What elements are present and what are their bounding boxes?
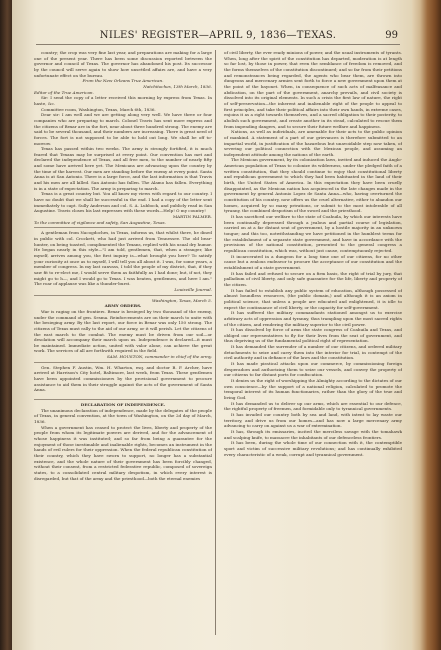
paragraph: It has dissolved by force of arms the state congress of Coahuila and Texas, and obliged our representatives to fly for their lives from the seat of government, and thus depriving us of the fundamental political right of representation.	[224, 327, 402, 344]
paragraph: Sir: I send the copy of a letter received this morning by express from Texas. In haste, &c.	[34, 95, 212, 106]
column-rule	[215, 50, 216, 635]
paragraph: It has demanded the surrender of a number of our citizens, and ordered military detachments to seize and carry them into the interior for trial, in contempt of the civil authority and in defiance of the laws and the constitution.	[224, 344, 402, 361]
paragraph: When a government has ceased to protect the lives, liberty and property of the people from whom its legitimate powers are derived, and for the advancement of whose happiness it was instituted; and so far from being a guarantee for the enjoyment of those inestimable and inalienable rights, becomes an instrument in the hands of evil rulers for their oppression. When the federal republican constitution of their country, which they have sworn to support, no longer has a substantial existence, and the whole nature of their government has been forcibly changed, without their consent, from a restricted federative republic, composed of sovereign states, to a consolidated central military despotism, in which every interest is disregarded, but that of the army and the priesthood—both the eternal enemies	[34, 424, 212, 481]
paragraph: It incarcerated in a dungeon for a long time one of our citizens, for no other cause but a zealous endeavor to procure the acceptance of our constitution and the establishment of a state government.	[224, 253, 402, 270]
paragraph: Committee room, Washington, Texas, March 6th, 1836.	[41, 106, 156, 112]
signature: SAM. HOUSTON, commander in chief of the army.	[106, 354, 212, 360]
source-line: From the New Orleans True American.	[82, 78, 164, 84]
paragraph: It has made piratical attacks upon our commerce, by commissioning foreign desperadoes and authorizing them to seize our vessels, and convey the property of our citizens to far distant ports for confiscation.	[224, 361, 402, 378]
paragraph: It has been, during the whole time of our connection with it, the contemptible sport and victim of successive military revolutions; and has continually exhibited every characteristic of a weak, corrupt and tyrannical government.	[224, 440, 402, 457]
book-page-edges	[411, 0, 441, 650]
credit-line: Louisville Journal.	[174, 286, 212, 292]
paragraph: It has suffered the military commandants stationed amongst us to exercise arbitrary acts of oppression and tyranny, thus trampling upon the most sacred rights of the citizen, and rendering the military superior to the civil power.	[224, 310, 402, 327]
paragraph: A gentleman from Nacogdoches, in Texas, informs us, that whilst there, he dined in public with col. Crockett, who had just arrived from Tennessee. The old bear-hunter, on being toasted, complimented the Texans, replied with his usual dry humor. He began nearly in this style—"I am told, gentlemen, that, when a stranger, like myself, arrives among you, the first inquiry is—what brought you here? To satisfy your curiosity at once as to myself, I will tell you all about it. I was, for some years, a member of congress. In my last canvass, I told the people of my district, that, if they saw fit to re-elect me, I would serve them as faithfully as I had done; but, if not, they might go to h—, and I would go to Texas. I was beaten, gentlemen, and here I am." The roar of applause was like a thunder-burst.	[34, 230, 212, 287]
paragraph: Dear sir: I am well and we are getting along very well. We have three or four companies who are preparing to march. Colonel Travis has sent more express and the citizens of Bexar are in the fort, near about three hundred strong. The enemy are said to be several thousand, and their numbers are increasing. There is great need of forces. The fort is not supposed to be able to hold out long. We shall be off to-morrow.	[34, 112, 212, 146]
paragraph: The unanimous declaration of independence, made by the delegates of the people of Texas, in general convention, at the town of Washington, on the 2d day of March, 1836.	[34, 407, 212, 425]
signature: MARTIN PALMER.	[172, 214, 212, 220]
paragraph: Texas has passed within two weeks. The army is strongly fortified, it is much feared that Texans may be surprised at every point. Our convention has met and declared the independence of Texas, and all free men, to the number of nearly fifty and some have arrived here yet. The Mexicans are advancing upon the country by the time of the harvest. Our men are standing before the enemy at every point. Santa Anna is at San Antonio. There is a large force, and the last information is that Travis and his men are all killed. San Antonio has fallen. The Alamo has fallen. Everything is in a state of expectation. The army is preparing to march.	[34, 146, 212, 191]
dateline: Washington, Texas, March 5.	[152, 297, 212, 303]
left-column	[34, 50, 212, 640]
paragraph: It has invaded our country both by sea and land, with intent to lay waste our territory, and drive us from our homes—and has now a large mercenary army advancing to carry on against us a war of extermination.	[224, 412, 402, 429]
paragraph: War is raging on the frontiers. Bexar is besieged by two thousand of the enemy, under the command of gen. Sesma. Reinforcements are on their march to unite with the besieging army. By the last report, our force in Bexar was only 150 strong. The citizens of Texas must rally to the aid of our army, or it will perish. Let the citizens of the east march to the combat. The enemy must be driven from our soil—or desolation will accompany their march upon us. Independence is declared—it must be maintained. Immediate action, united with valor alone, can achieve the great work. The services of all are forthwith required in the field.	[34, 308, 212, 354]
paragraph: It has demanded us to deliver up our arms, which are essential to our defence, the rightful property of freemen, and formidable only to tyrannical governments.	[224, 400, 402, 412]
right-column	[224, 50, 402, 640]
spacer	[34, 393, 212, 397]
paragraph: country; the crop was very fine last year, and preparations are making for a large one of the present year. There has been some discussion reported between the governor and council of Texas. The governor has abandoned his post. Its successor by the council will serve again to show how unsettled affairs are, and have a very unfortunate effect on the bureau.	[34, 50, 212, 78]
divider	[34, 362, 212, 363]
running-header	[36, 30, 400, 45]
paragraph: of civil liberty, the ever ready minions of power, and the usual instruments of tyrants. When, long after the spirit of the constitution has departed, moderation is at length so far lost, by those in power, that even the semblance of freedom is removed, and the forms themselves of the constitution discontinued; and so far from their petitions and remonstrances being regarded, the agents who bear them, are thrown into dungeons and mercenary armies sent forth to force a new government upon them at the point of the bayonet. When, in consequence of such acts of malfeasance and abdication, on the part of the government, anarchy prevails, and civil society is dissolved into its original elements. In such a crisis the first law of nature, the right of self-preservation—the inherent and inalienable right of the people to appeal to first principles, and take their political affairs into their own hands, in extreme cases, enjoins it as a right towards themselves, and a sacred obligation to their posterity, to abolish such government, and create another in its stead, calculated to rescue them from impending dangers, and to secure their future welfare and happiness.	[224, 50, 402, 129]
paragraph: It has failed and refused to secure on a firm basis, the right of trial by jury, that palladium of civil liberty, and only safe guarantee for the life, liberty and property of the citizen.	[224, 270, 402, 287]
paragraph: It denies us the right of worshipping the Almighty according to the dictates of our own conscience—by the support of a national religion, calculated to promote the temporal interest of its human functionaries, rather than the glory of the true and living God.	[224, 378, 402, 401]
section-heading: ARMY ORDERS.	[104, 303, 142, 309]
paragraph: It has sacrificed our welfare to the state of Coahuila, by which our interests have been continually depressed through a jealous and partial course of legislation, carried on at a far distant seat of government, by a hostile majority in an unknown tongue; and this too, notwithstanding we have petitioned in the humblest terms for the establishment of a separate state government, and have in accordance with the provisions of the national constitution, presented to the general congress a republican constitution, which was, without just cause, contemptuously rejected.	[224, 214, 402, 253]
paragraph: It has, through its emissaries, incited the merciless savage with the tomahawk and scalping knife, to massacre the inhabitants of our defenceless frontiers.	[224, 428, 402, 440]
salutation: Editor of the True American.	[34, 89, 94, 95]
divider	[34, 295, 212, 296]
divider	[34, 399, 212, 400]
paragraph: The Mexican government, by its colonization laws, invited and induced the Anglo-American population of Texas to colonize its wilderness, under the pledged faith of a written constitution, that they should continue to enjoy that constitutional liberty and republican government to which they had been habituated in the land of their birth, the United States of America. In this expectation they have been cruelly disappointed, as the Mexican nation has acquiesced in the late changes made in the government by general Antonio Lopez de Santa Anna—who, having overturned the constitution of his country, now offers us the cruel alternative, either to abandon our homes, acquired by so many privations, or submit to the most intolerable of all tyranny, the combined despotism of the sword and the priesthood.	[224, 157, 402, 214]
addressee: To the committee of vigilance and safety, San Augustine, Texas.	[34, 219, 166, 225]
paragraph: It has failed to establish any public system of education, although possessed of almost boundless resources, (the public domain,) and although it is an axiom in political science, that unless a people are educated and enlightened, it is idle to expect the continuance of civil liberty, or the capacity for self-government.	[224, 287, 402, 310]
paragraph: Nations, as well as individuals, are amenable for their acts to the public opinion of mankind. A statement of a part of our grievances is therefore submitted to an impartial world, in justification of the hazardous but unavoidable step now taken, of severing our political connection with the Mexican people, and assuming an independent attitude among the nations of the earth.	[224, 129, 402, 157]
running-title: NILES' REGISTER—APRIL 9, 1836—TEXAS.	[99, 30, 337, 41]
divider	[34, 227, 212, 228]
book-spine-shadow	[0, 0, 12, 650]
paragraph: Texas is a great country but. You all know my views with regard to our country. I have no doubt that we shall be successful in the end. I had a copy of the letter sent immediately to capt. Sully Anderson and col. S. A. Lubbock, and publicly read in San Augustine. Travis closes his last expresses with these words—Help! O my country!	[34, 191, 212, 214]
dateline: Natchitoches, 13th March, 1836.	[143, 83, 212, 89]
paragraph: Gen. Stephen F. Austin, Wm. H. Wharton, esq. and doctor B. F. Archer, have arrived at Harrison's City hotel, Baltimore, last week, from Texas. These gentlemen have been appointed commissioners by the provisional government to procure assistance to aid them in their struggle against the acts of the government of Santa Anna.	[34, 364, 212, 393]
section-heading: DECLARATION OF INDEPENDENCE.	[80, 402, 166, 408]
page-number: 99	[385, 30, 398, 41]
book-page	[12, 0, 412, 650]
